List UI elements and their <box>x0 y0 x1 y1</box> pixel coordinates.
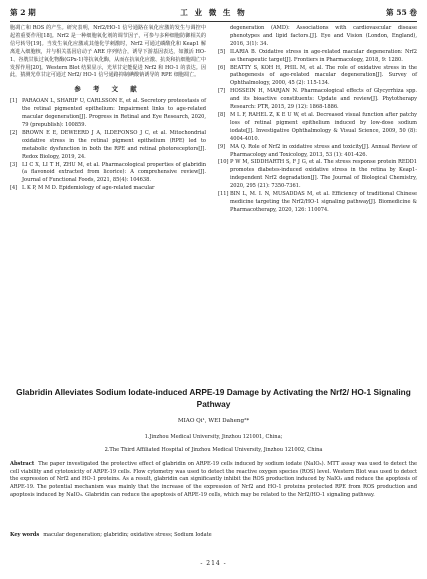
abstract-text: The paper investigated the protective effect of glabridin on ARPE-19 cells induced by sodium iodate (NaIO₃). MTT assay was used to detect the cell viability and cytotoxicity of ARPE-19 cells. Flow cytometry was used to detect the reactive oxygen species (ROS) level. Western Blot was used to detect the expression of Nrf2 and HO-1 proteins. As a result, glabridin can significantly inhibit the ROS production induced by NaIO₃ and reduce the apoptosis of ARPE-19. The potential mechanism was mainly that the increase of the expression of Nrf2 and HO-1 proteins protected RPE from ROS production and apoptosis induced by NaIO₃. Glabridin can reduce the apoptosis of ARPE-19 cells, which may be related to the Nrf2/HO-1 signaling pathway. <box>10 461 417 498</box>
reference-text: PARAOAN L, SHARIF U, CARLSSON E, et al. Secretory proteostasis of the retinal pigmented epithelium: Impairment links to age-related macular degeneration[J]. Progress in Retinal and Eye Research, 2020, 79 (prepublish): 100859. <box>22 98 206 128</box>
keywords-block <box>10 532 417 540</box>
volume-number: 第 55 卷 <box>385 8 417 17</box>
reference-text: BEATTY S, KOH H, PHIL M, et al. The role of oxidative stress in the pathogenesis of age-related macular degeneration[J]. Survey of Ophthalmology, 2000, 45 (2): 115-134. <box>230 64 417 87</box>
header-rule <box>10 21 417 22</box>
reference-number: [1] <box>10 98 18 105</box>
references-heading: 参 考 文 献 <box>74 85 142 94</box>
reference-number: [9] <box>218 143 226 150</box>
keywords-label: Key words <box>10 532 40 538</box>
reference-text: MA Q. Role of Nrf2 in oxidative stress and toxicity[J]. Annual Review of Pharmacology and Toxicology, 2013, 53 (1): 401-426. <box>230 143 417 158</box>
reference-item <box>10 185 206 193</box>
reference-number: [7] <box>218 88 226 95</box>
reference-text: BROWN E E, DEWEERD J A, ILDEFONSO J C, et al. Mitochondrial oxidative stress in the retinal pigment epithelium (RPE) led to metabolic dysfunction in both the RPE and retinal photoreceptors[J]. Redox Biology, 2019, 24. <box>22 129 206 160</box>
reference-number: [4] <box>10 185 18 192</box>
reference-text: LI C X, LI T H, ZHU M, et al. Pharmacological properties of glabridin (a flavonoid extracted from licorice): A comprehensive review[J]. Journal of Functional Foods, 2021, 85(4): 104638. <box>22 161 206 184</box>
reference-number: [8] <box>218 111 226 118</box>
reference-item <box>218 191 417 215</box>
reference-item <box>218 144 417 160</box>
reference-item <box>218 159 417 191</box>
reference-number <box>218 25 230 49</box>
authors-line: MIAO Qi¹, WEI Daheng²* <box>177 418 250 424</box>
reference-item <box>218 25 417 49</box>
affiliation-2: 2.The Third Affiliated Hospital of Jinzhou Medical University, Jinzhou 121002, China <box>104 447 323 453</box>
right-column <box>218 25 417 215</box>
journal-name: 工 业 微 生 物 <box>180 8 247 17</box>
keywords-text: macular degeneration; glabridin; oxidative stress; Sodium Iodate <box>43 532 212 538</box>
reference-list-left <box>10 98 206 193</box>
abstract-block <box>10 461 417 500</box>
affiliation-1: 1.Jinzhou Medical University, Jinzhou 121001, China; <box>144 434 283 440</box>
reference-text: ILARIA B. Oxidative stress in age-related macular degeneration: Nrf2 as therapeutic target[J]. Frontiers in Pharmacology, 2018, 9: 1280. <box>230 48 417 63</box>
reference-text: L K P, M M D. Epidemiology of age-related macular <box>22 185 155 192</box>
reference-number: [11] <box>218 191 229 198</box>
abstract-label: Abstract <box>10 461 35 467</box>
issue-number: 第 2 期 <box>10 8 36 17</box>
reference-text: M L F, RAHEL Z, K E U W, et al. Decreased visual function after patchy loss of retinal pigment epithelium induced by low-dose sodium iodate[J]. Investigative Ophthalmology & Visual Science, 2009, 50 (8): 4004-4010. <box>230 111 417 142</box>
reference-item <box>10 98 206 130</box>
reference-item <box>218 49 417 65</box>
reference-text: degeneration (AMD): Associations with cardiovascular disease phenotypes and lipid factors.[J]. Eye and Vision (London, England), 2016, 3(1): 34. <box>230 25 417 47</box>
reference-number: [10] <box>218 159 229 166</box>
left-column <box>10 25 206 193</box>
english-title: Glabridin Alleviates Sodium Iodate-induced ARPE-19 Damage by Activating the Nrf2/ HO-1 Signaling Pathway <box>16 387 411 409</box>
chinese-body-paragraph: 胞凋亡和 ROS 的产生。研究表明，Nrf2/HO-1 信号通路在氧化应激的发生与调控中起着重要作用[18]。Nrf2 是一种细胞氧化剂的调节因子，可参与多种细胞防御相关的信号转导[19]。当发生氧化应激或其他化学刺激时，Nrf2 可通过磷酸化和 Keap1 解离进入细胞核，并与相关基因启动子 ARE 序列结合，诱导下游基因表达，如激活 HO-1、谷胱甘肽过氧化物酶(GPx-1)等抗氧化酶，从而在抗氧化应激、抗炎和抗细胞凋亡中发挥作用[20]。Western Blot 结果显示，光草甘定能促进 Nrf2 和 HO-1 的表达。因此，猜测光草甘定可通过 Nrf2/ HO-1 信号通路抑制碘酸钠诱导的 RPE 细胞凋亡。 <box>10 25 206 79</box>
reference-item <box>218 88 417 112</box>
reference-item <box>10 162 206 186</box>
page-number: - 214 - <box>200 560 227 567</box>
reference-item <box>218 65 417 89</box>
reference-text: P W M, SIDDHARTH S, F J G, et al. The stress response protein REDD1 promotes diabetes-induced oxidative stress in the retina by Keap1-independent Nrf2 degradation[J]. The Journal of Biological Chemistry, 2020, 295 (21): 7350-7361. <box>230 159 417 190</box>
reference-list-right <box>218 25 417 215</box>
reference-number: [6] <box>218 64 226 71</box>
reference-text: BIN L, M. I. N, MUSADDAS M, et al. Efficiency of traditional Chinese medicine targeting the Nrf2/HO-1 signaling pathway[J]. Biomedicine & Pharmacotherapy, 2020, 126: 110074. <box>230 191 417 213</box>
running-header <box>10 6 417 20</box>
reference-text: HOSSEIN H, MARJAN N. Pharmacological effects of Glycyrrhiza spp. and its bioactive constituents: Update and review[J]. Phytotherapy Research: PTR, 2015, 29 (12): 1868-1886. <box>230 88 417 111</box>
reference-number: [2] <box>10 129 18 136</box>
reference-number: [3] <box>10 161 18 168</box>
reference-item <box>218 112 417 144</box>
reference-number: [5] <box>218 48 226 55</box>
reference-item <box>10 130 206 162</box>
